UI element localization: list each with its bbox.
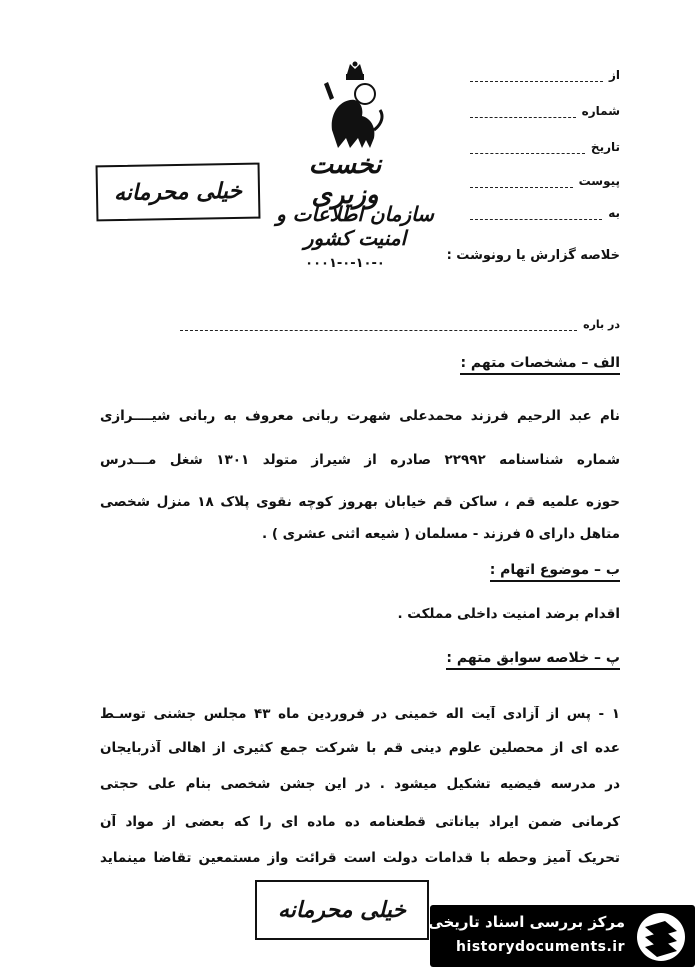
alef-line-2: شماره شناسنامه ۲۲۹۹۲ صادره از شیراز متولد ۱۳۰۱ شغل مـــدرس bbox=[100, 452, 620, 468]
reference-code: ۰۰۰۱-۰-۱۰-۰ bbox=[305, 256, 385, 271]
pe-line-2: عده ای از محصلین علوم دینی قم با شرکت جمع کثیری از اهالی آذربایجان bbox=[100, 740, 620, 756]
section-pe-heading bbox=[440, 650, 620, 666]
section-alef-title: الف – مشخصات متهم : bbox=[460, 355, 620, 375]
field-attachment-line bbox=[470, 177, 573, 188]
footer-watermark bbox=[430, 905, 695, 967]
field-to-label: به bbox=[608, 206, 620, 220]
field-attachment bbox=[470, 174, 620, 188]
alef-line-4: متاهل دارای ۵ فرزند - مسلمان ( شیعه اثنی عشری ) . bbox=[261, 526, 620, 542]
field-attachment-label: پیوست bbox=[578, 174, 620, 188]
field-to-line bbox=[470, 209, 602, 220]
confidential-stamp-top: خیلی محرمانه bbox=[96, 163, 261, 222]
field-date-line bbox=[470, 143, 585, 154]
section-be-title: ب – موضوع اتهام : bbox=[490, 562, 620, 582]
pe-line-5: تحریک آمیز وحطه با قدامات دولت است قرائت واز مستمعین تقاضا مینماید bbox=[100, 850, 620, 866]
section-be-heading bbox=[440, 562, 620, 578]
regarding-field bbox=[180, 318, 620, 331]
be-line: اقدام برضد امنیت داخلی مملکت . bbox=[397, 606, 620, 622]
regarding-line bbox=[180, 322, 577, 331]
footer-org-name: مرکز بررسی اسناد تاریخی bbox=[428, 913, 625, 931]
org-title: نخست وزیری bbox=[308, 150, 382, 210]
field-date-label: تاریخ bbox=[590, 140, 620, 154]
field-from bbox=[470, 68, 620, 82]
archive-logo-icon bbox=[635, 911, 687, 963]
field-number-label: شماره bbox=[581, 104, 620, 118]
alef-line-1: نام عبد الرحیم فرزند محمدعلی شهرت ربانی معروف به ربانی شیــــرازی bbox=[100, 408, 620, 424]
lion-and-sun-emblem-icon bbox=[320, 60, 390, 155]
section-alef-heading bbox=[440, 355, 620, 371]
field-from-label: از bbox=[608, 68, 620, 82]
field-number bbox=[470, 104, 620, 118]
field-date bbox=[470, 140, 620, 154]
section-pe-title: پ – خلاصه سوابق متهم : bbox=[446, 650, 620, 670]
org-subtitle: سازمان اطلاعات و امنیت کشور bbox=[276, 202, 434, 250]
summary-label: خلاصه گزارش یا رونوشت : bbox=[446, 248, 620, 263]
pe-line-4: کرمانی ضمن ایراد بیاناتی قطعنامه ده ماده ای را که بعضی از مواد آن bbox=[100, 814, 620, 830]
footer-website: historydocuments.ir bbox=[456, 939, 625, 955]
alef-line-3: حوزه علمیه قم ، ساکن قم خیابان بهروز کوچه نقوی پلاک ۱۸ منزل شخصی bbox=[100, 494, 620, 510]
field-to bbox=[470, 206, 620, 220]
confidential-stamp-bottom: خیلی محرمانه bbox=[255, 880, 429, 940]
regarding-label: در باره bbox=[583, 318, 620, 331]
pe-line-1: ۱ - پس از آزادی آیت اله خمینی در فروردین ماه ۴۳ مجلس جشنی توسـط bbox=[100, 706, 620, 722]
field-number-line bbox=[470, 107, 576, 118]
field-from-line bbox=[470, 71, 603, 82]
pe-line-3: در مدرسه فیضیه تشکیل میشود . در این جشن شخصی بنام علی حجتی bbox=[100, 776, 620, 792]
